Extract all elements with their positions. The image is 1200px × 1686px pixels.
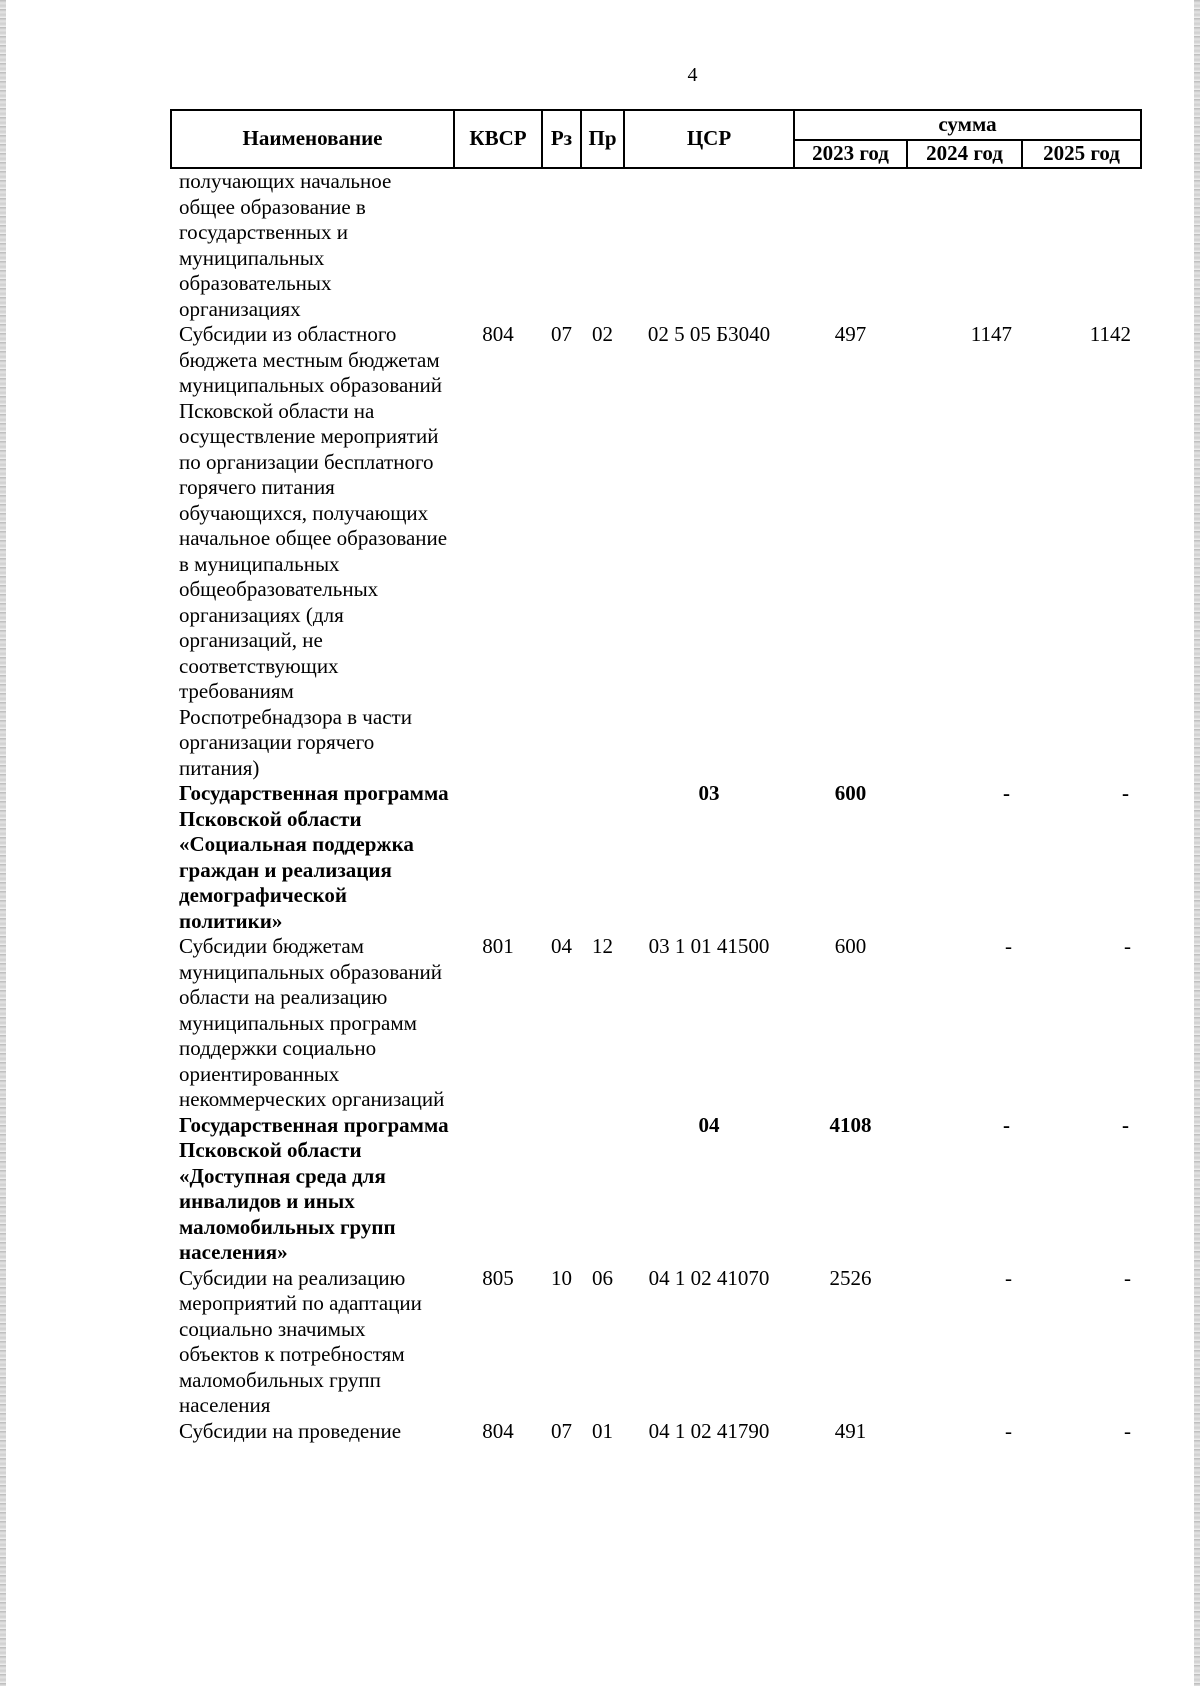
cell-rz: 10 [551,1265,572,1290]
cell-rz: 07 [551,322,572,346]
header-year-2023: 2023 год [794,140,907,168]
cell-pr: 12 [592,934,613,958]
cell-tsr: 03 [698,781,720,805]
cell-rz: 04 [551,934,572,958]
cell-kvsr [454,781,542,934]
cell-2023: 600 [834,781,867,805]
scan-edge-left [0,0,6,1686]
cell-2024: - [1003,1112,1010,1137]
page-number: 4 [687,64,698,86]
cell-tsr: 04 [698,1112,720,1137]
cell-2023: 497 [834,322,867,346]
cell-tsr: 04 1 02 41070 [648,1265,770,1290]
cell-2025 [1022,168,1141,322]
cell-rz [542,1113,581,1266]
cell-name: Субсидии на проведение [179,1418,402,1443]
cell-2025: - [1124,934,1131,958]
cell-2023: 2526 [829,1265,872,1290]
cell-kvsr: 801 [482,934,514,958]
cell-name: Субсидии на реализацию мероприятий по адаптации социально значимых объектов к потребностям маломобильных групп населения [179,1265,422,1417]
cell-kvsr: 804 [482,322,514,346]
table-row [171,168,1141,322]
cell-2024: - [1005,934,1012,958]
table-row [171,1113,1141,1266]
cell-2025: - [1122,1112,1129,1137]
cell-2023: 491 [834,1418,867,1443]
cell-pr: 06 [592,1265,613,1290]
table-row [171,934,1141,1113]
header-kvsr: КВСР [454,110,542,168]
table-row [171,322,1141,781]
cell-2023: 4108 [829,1112,872,1137]
cell-tsr: 02 5 05 Б3040 [647,322,771,346]
cell-2023 [794,168,907,322]
table-body [171,168,1141,1444]
header-year-2024: 2024 год [907,140,1022,168]
header-pr: Пр [581,110,624,168]
cell-pr: 02 [592,322,613,346]
cell-rz [542,781,581,934]
cell-name: Субсидии бюджетам муниципальных образований области на реализацию муниципальных программ поддержки социально ориентированных некоммерческих организаций [179,934,445,1111]
cell-pr: 01 [592,1418,613,1443]
cell-pr [581,1113,624,1266]
cell-pr [581,781,624,934]
cell-rz: 07 [551,1418,572,1443]
cell-rz [542,168,581,322]
header-sum: сумма [794,110,1141,140]
header-tsr: ЦСР [624,110,794,168]
cell-tsr: 04 1 02 41790 [648,1418,770,1443]
cell-2025: - [1122,781,1129,805]
cell-2025: 1142 [1089,322,1131,346]
cell-2023: 600 [834,934,867,958]
header-rz: Рз [542,110,581,168]
cell-name: Государственная программа Псковской области «Социальная поддержка граждан и реализация демографической политики» [179,781,449,933]
table-row [171,781,1141,934]
cell-tsr [624,168,794,322]
header-year-2025: 2025 год [1022,140,1141,168]
cell-2024 [907,168,1022,322]
cell-2025: - [1124,1265,1131,1290]
cell-kvsr: 804 [482,1418,514,1443]
cell-kvsr: 805 [482,1265,514,1290]
cell-name: Субсидии из областного бюджета местным бюджетам муниципальных образований Псковской области на осуществление мероприятий по организации бесплатного горячего питания обучающихся, получающих начальное общее образование в муниципальных общеобразовательных организациях (для организаций, не соответствующих требованиям Роспотребнадзора в части организации горячего питания) [179,322,448,780]
cell-2025: - [1124,1418,1131,1443]
cell-2024: - [1005,1418,1012,1443]
cell-kvsr [454,1113,542,1266]
cell-pr [581,168,624,322]
header-name: Наименование [171,110,454,168]
cell-2024: 1147 [970,322,1012,346]
cell-name: получающих начальное общее образование в государственных и муниципальных образовательных организациях [179,169,392,321]
cell-kvsr [454,168,542,322]
cell-2024: - [1005,1265,1012,1290]
table-row [171,1266,1141,1419]
cell-tsr: 03 1 01 41500 [648,934,770,958]
table-row [171,1419,1141,1445]
cell-name: Государственная программа Псковской области «Доступная среда для инвалидов и иных маломобильных групп населения» [179,1112,449,1264]
budget-table [170,109,1142,1444]
cell-2024: - [1003,781,1010,805]
scan-edge-right [1194,0,1200,1686]
